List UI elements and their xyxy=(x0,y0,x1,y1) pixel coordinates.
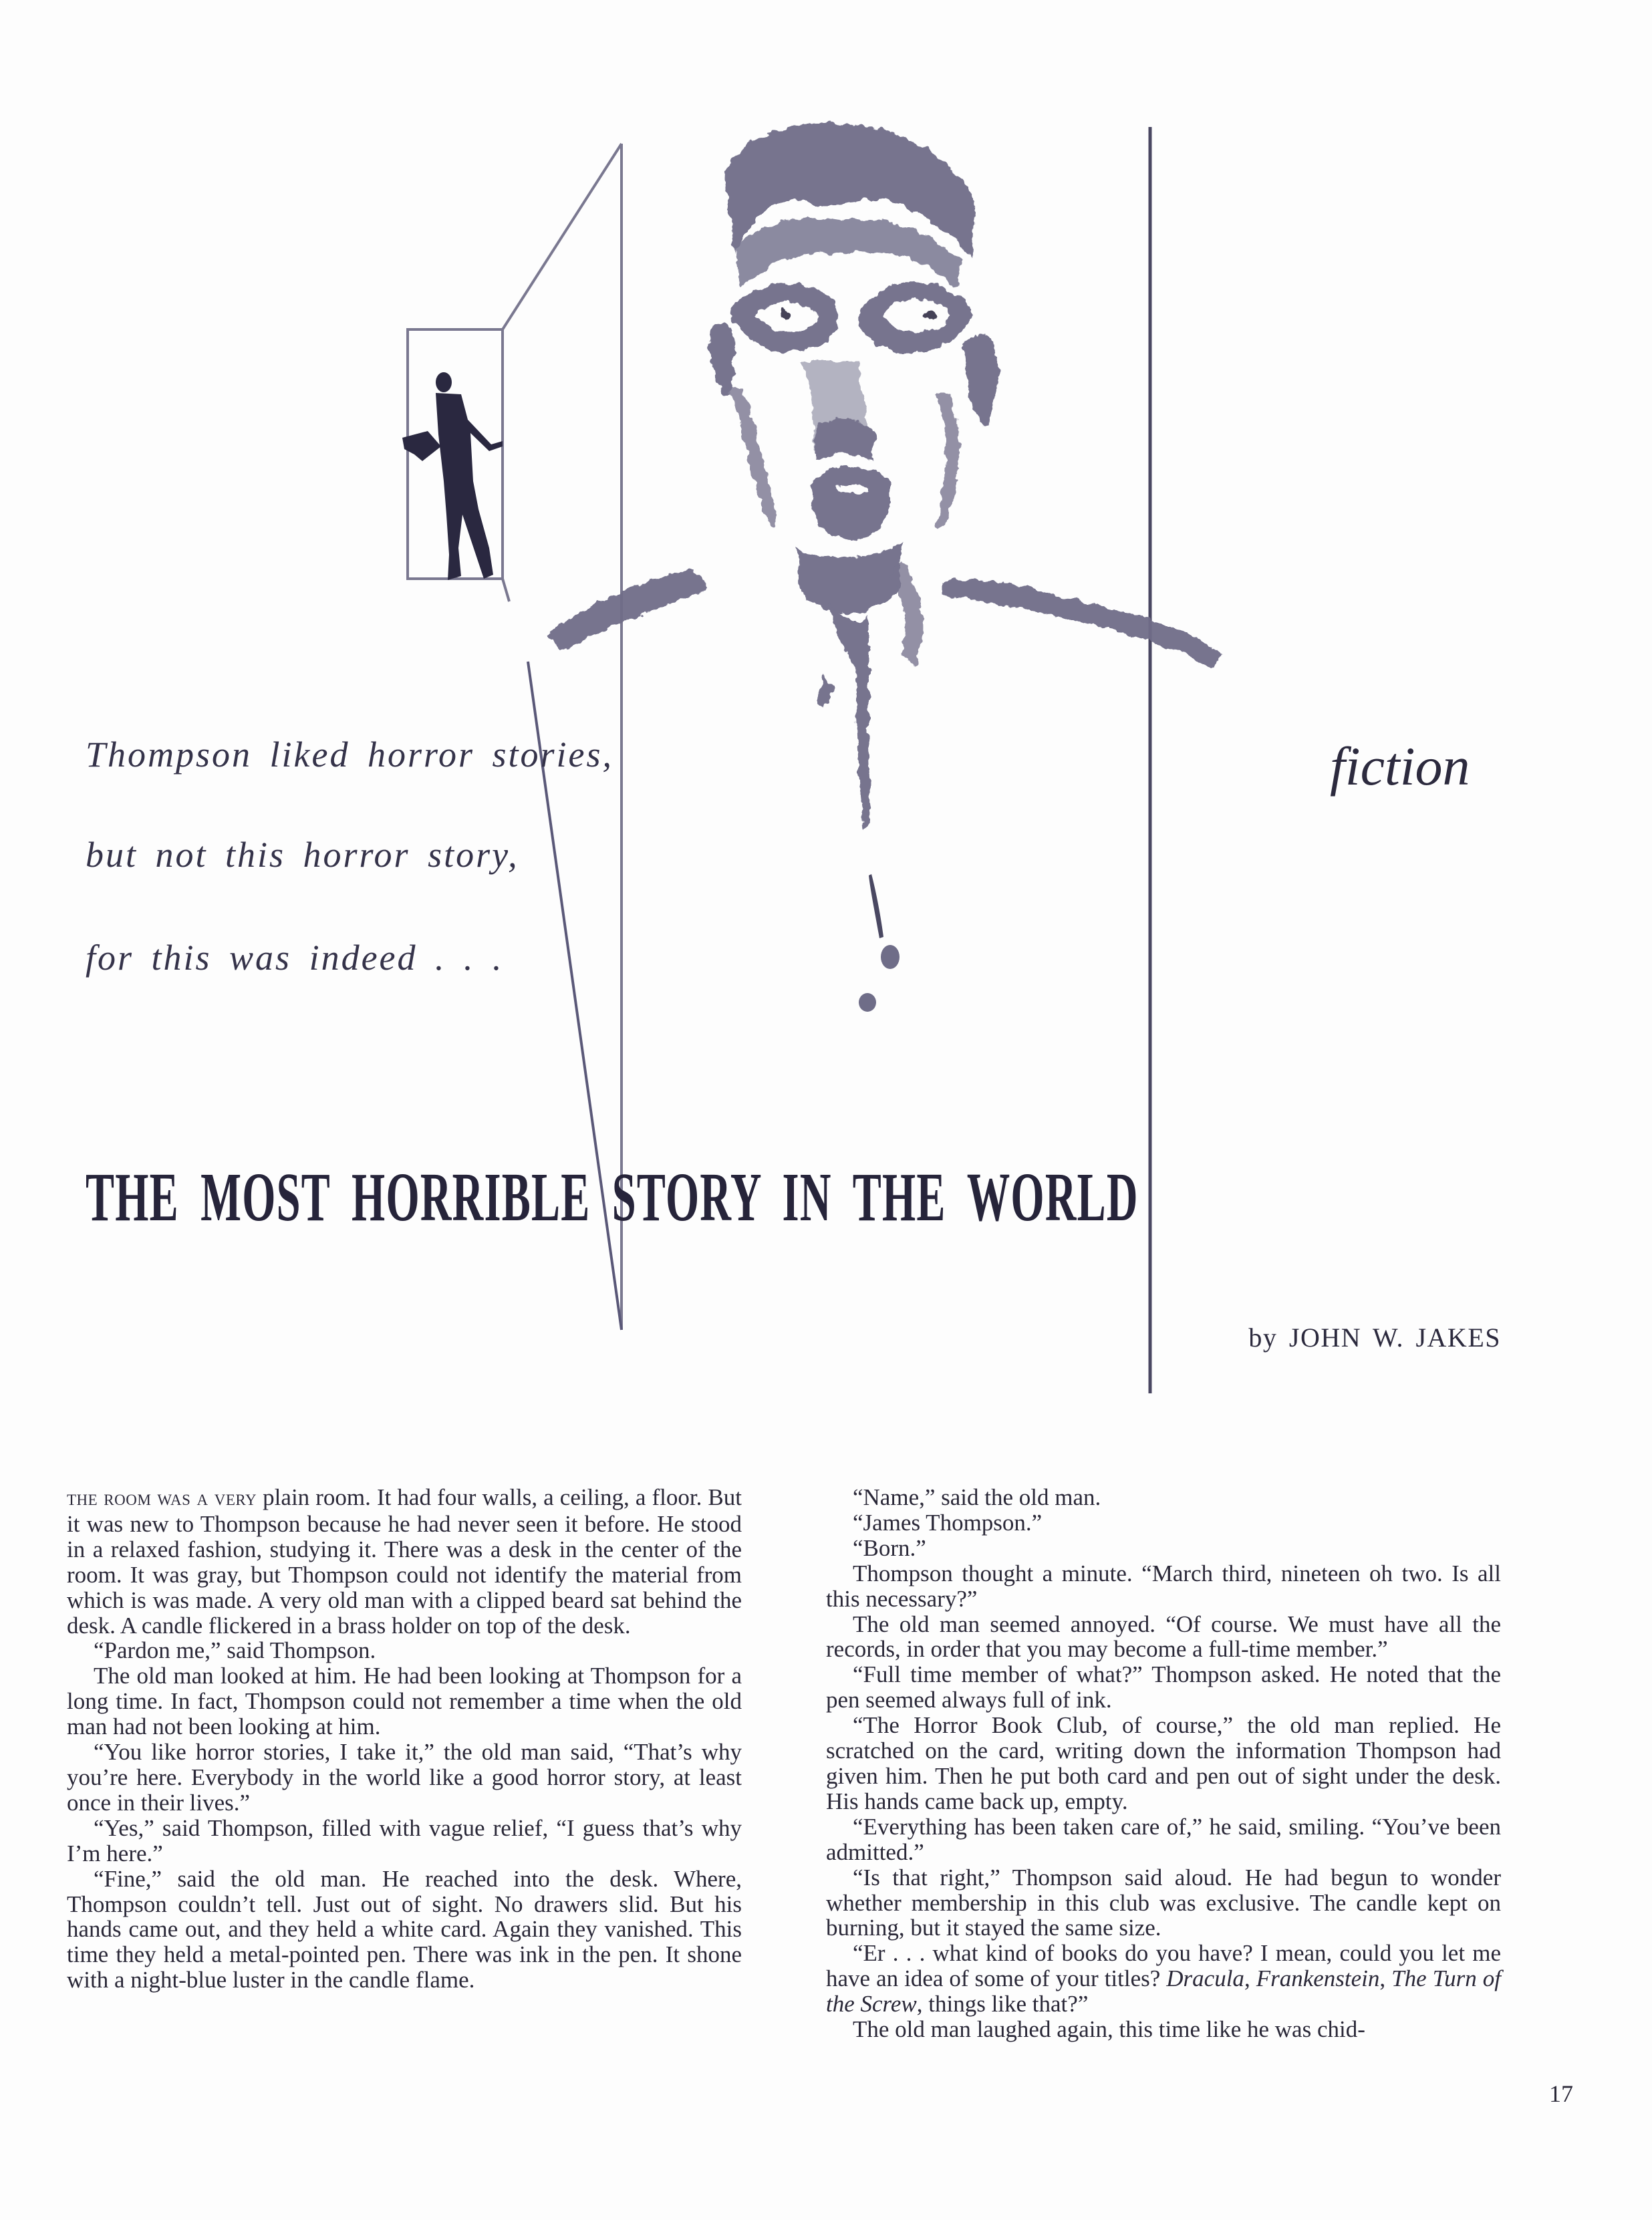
paragraph: “James Thompson.” xyxy=(853,1509,1043,1536)
teaser-line: Thompson liked horror stories, xyxy=(86,734,614,775)
paragraph: “Full time member of what?” Thompson asked. He noted that the pen seemed always full of ink. xyxy=(826,1661,1501,1713)
paragraph: “Born.” xyxy=(853,1534,926,1561)
paragraph: “The Horror Book Club, of course,” the old man replied. He scratched on the card, writing down the information Thompson had given him. Then he put both card and pen out of sight under the desk. His hands came back up, empty. xyxy=(826,1712,1501,1814)
paragraph: The old man looked at him. He had been looking at Thompson for a long time. In fact, Thompson could not remember a time when the old man had not been looking at him. xyxy=(67,1663,742,1740)
paragraph: “Yes,” said Thompson, filled with vague relief, “I guess that’s why I’m here.” xyxy=(67,1814,742,1866)
paragraph: The old man seemed annoyed. “Of course. We must have all the records, in order that you may become a full-time member.” xyxy=(826,1611,1501,1663)
book-title: Frankenstein xyxy=(1256,1965,1380,1992)
teaser-line: but not this horror story, xyxy=(86,835,519,875)
horrified-face-illustration xyxy=(548,124,1223,832)
paragraph: “Is that right,” Thompson said aloud. He had begun to wonder whether membership in this club was exclusive. The candle kept on burning, but it stayed the same size. xyxy=(826,1864,1501,1941)
paragraph: Thompson thought a minute. “March third, nineteen oh two. Is all this necessary?” xyxy=(826,1560,1501,1612)
section-label: fiction xyxy=(1330,736,1470,797)
byline: by JOHN W. JAKES xyxy=(1248,1323,1501,1353)
body-column-left xyxy=(67,1485,742,1993)
book-title: The Turn of the Screw xyxy=(826,1965,1501,2018)
paragraph: “Er . . . what kind of books do you have? I mean, could you let me have an idea of some of your titles? Dracula, Frankenstein, The Turn of the Screw, things like that?” xyxy=(826,1940,1501,2018)
body-column-right xyxy=(826,1485,1501,2042)
page-number: 17 xyxy=(1549,2080,1573,2107)
paragraph: “Everything has been taken care of,” he said, smiling. “You’ve been admitted.” xyxy=(826,1813,1501,1865)
ink-drip-illustration xyxy=(859,874,900,1012)
story-title: THE MOST HORRIBLE STORY IN THE WORLD xyxy=(86,1159,1139,1236)
paragraph: “Pardon me,” said Thompson. xyxy=(94,1637,376,1664)
teaser-line: for this was indeed . . . xyxy=(86,938,504,978)
paragraph: “You like horror stories, I take it,” the old man said, “That’s why you’re here. Everybody in the world like a good horror story, at least once in their lives.” xyxy=(67,1739,742,1816)
paragraph: the room was a very plain room. It had four walls, a ceiling, a floor. But it was new to Thompson because he had never seen it before. He stood in a relaxed fashion, studying it. There was a desk in the center of the room. It was gray, but Thompson could not identify the material from which is was made. A very old man with a clipped beard sat behind the desk. A candle flickered in a brass holder on top of the desk. xyxy=(67,1484,742,1639)
book-title: Dracula xyxy=(1166,1965,1244,1992)
doorway-figure-illustration xyxy=(402,372,503,580)
lead-in: the room was a very xyxy=(67,1486,257,1510)
paragraph: “Fine,” said the old man. He reached into the desk. Where, Thompson couldn’t tell. Just out of sight. No drawers slid. But his hands came out, and they held a white card. Again they vanished. This time they held a metal-pointed pen. There was ink in the pen. It shone with a night-blue luster in the candle flame. xyxy=(67,1865,742,1993)
paragraph: The old man laughed again, this time like he was chid- xyxy=(853,2016,1365,2043)
paragraph: “Name,” said the old man. xyxy=(853,1484,1101,1510)
